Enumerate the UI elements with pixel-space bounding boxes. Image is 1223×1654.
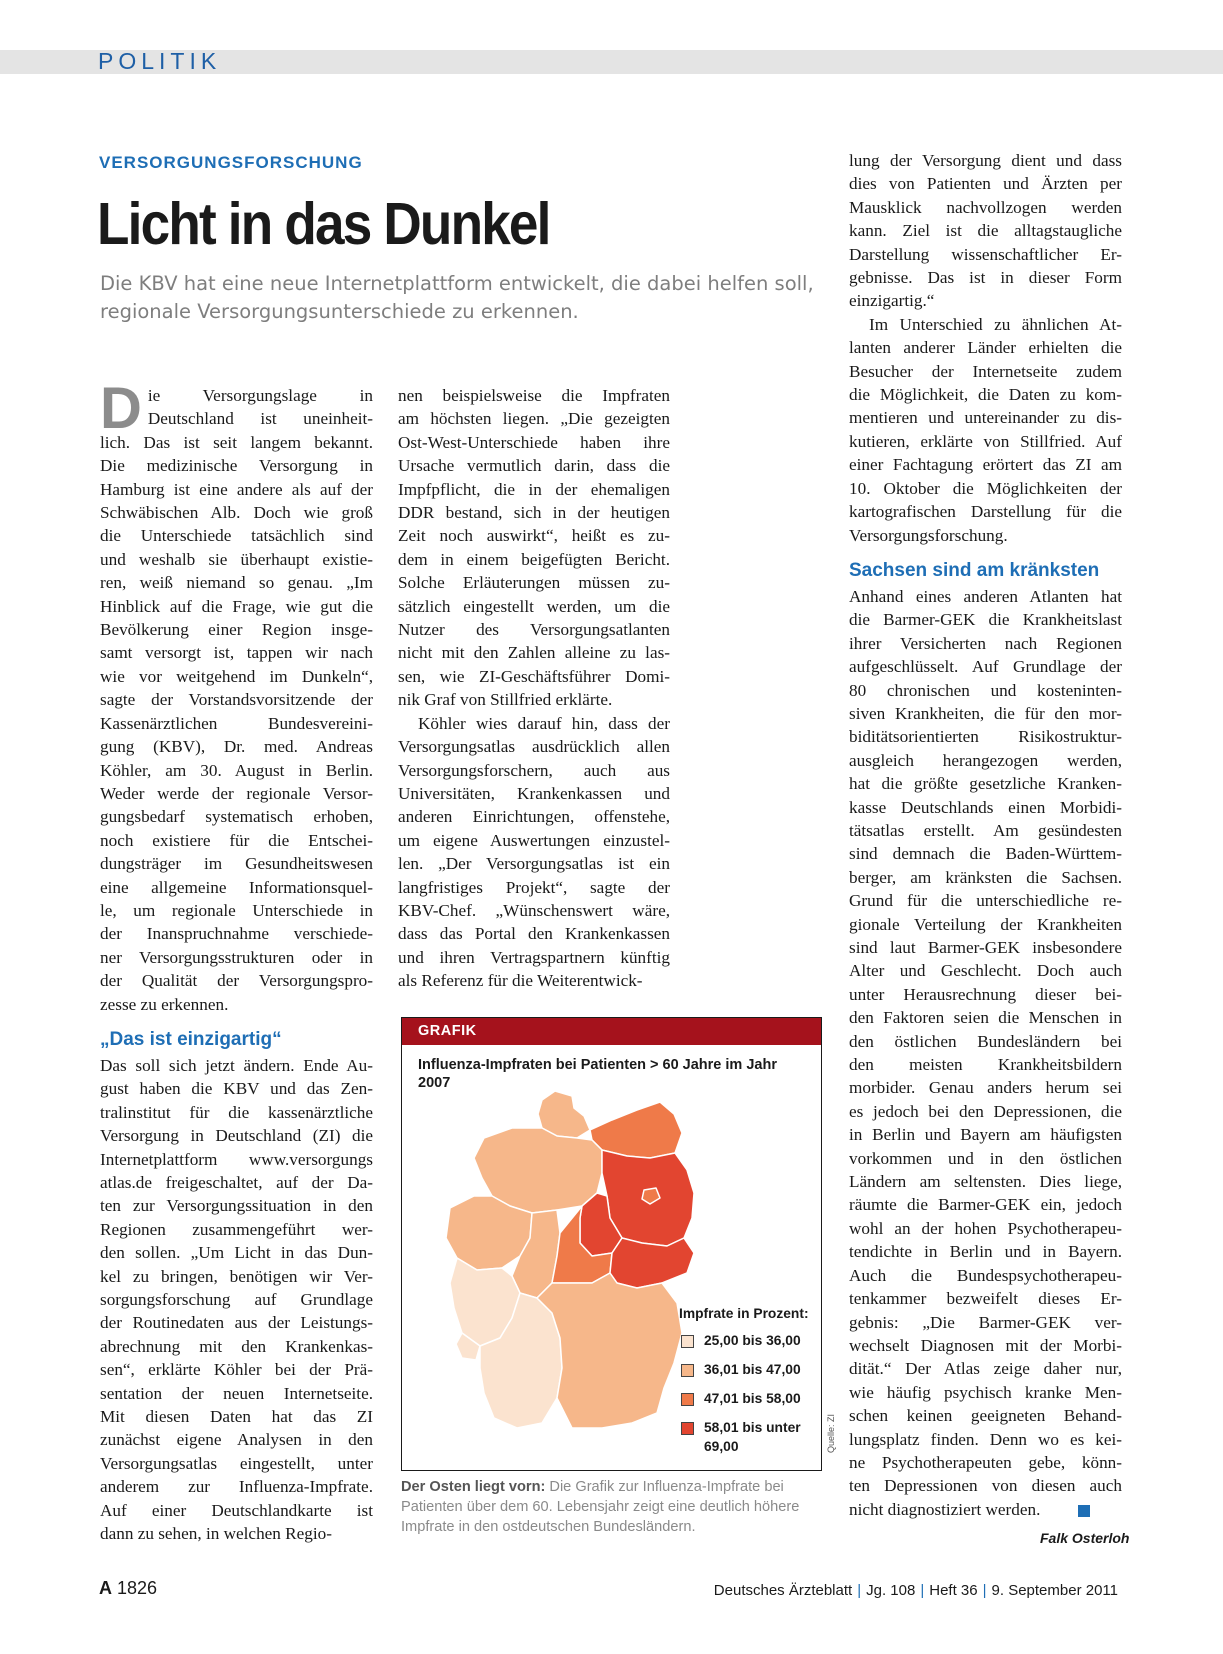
text-line: Universitäten, Krankenkassen und (398, 783, 670, 803)
text-line: Deutschland ist uneinheit- (147, 409, 373, 429)
text-line: nen beispielsweise die Impfraten (398, 386, 670, 405)
text-line: kel zu bringen, benötigen wir Ver- (100, 1266, 373, 1286)
column-3 (849, 149, 1122, 1521)
text-line: tendichte in Berlin und in Bayern. (849, 1242, 1122, 1262)
legend-label: 58,01 bis unter 69,00 (704, 1420, 801, 1454)
text-line: eine allgemeine Informationsquel- (100, 877, 373, 897)
text-line: einer Fachtagung erörtert das ZI am (849, 455, 1122, 475)
text-line: gebnis: „Die Barmer-GEK ver- (849, 1312, 1122, 1332)
legend-item (679, 1360, 814, 1379)
text-line: anderem zur Influenza-Impfrate. (100, 1477, 373, 1497)
text-line: Versorgungsatlas eingestellt, unter (100, 1453, 373, 1473)
text-line: atlas.de freigeschaltet, auf der Da- (100, 1173, 373, 1192)
col1-paragraph-1 (100, 376, 373, 1016)
text-line: dungsträger im Gesundheitswesen (100, 854, 373, 874)
legend-item (679, 1331, 814, 1350)
text-line: der Inanspruchnahme verschiede- (100, 924, 373, 944)
text-line: Schwäbischen Alb. Doch wie groß (100, 503, 373, 523)
text-line: le, um regionale Unterschiede in (100, 900, 373, 920)
subheading-einzigartig: „Das ist einzigartig“ (100, 1028, 282, 1050)
journal-date: 9. September 2011 (991, 1582, 1118, 1599)
text-line: Im Unterschied zu ähnlichen At- (869, 314, 1122, 334)
text-line: Nutzer des Versorgungsatlanten (398, 620, 670, 640)
text-line: Mit diesen Daten hat das ZI (100, 1407, 373, 1427)
text-line: aufgeschlüsselt. Auf Grundlage der (849, 657, 1122, 677)
text-line: ausgleich herangezogen werden, (849, 750, 1122, 770)
text-line: kasse Deutschlands einen Morbidi- (849, 797, 1122, 817)
text-line: Ursache vermutlich darin, dass die (398, 456, 670, 476)
text-line: Auf einer Deutschlandkarte ist (100, 1500, 373, 1520)
text-line: ren, weiß niemand so genau. „Im (100, 573, 373, 593)
text-line: Mausklick nachvollzogen werden (849, 197, 1122, 217)
text-line: Alter und Geschlecht. Doch auch (849, 961, 1122, 981)
article-headline: Licht in das Dunkel (97, 191, 550, 257)
text-line: Auch die Bundespsychotherapeu- (849, 1265, 1122, 1285)
text-line: Köhler, am 30. August in Berlin. (100, 760, 373, 780)
text-line: den sollen. „Um Licht in das Dun- (100, 1243, 373, 1263)
text-line: sagte der Vorstandsvorsitzende der (100, 690, 373, 710)
text-line: Köhler wies darauf hin, dass der (418, 713, 670, 733)
text-line: kann. Ziel ist die alltagstaugliche (849, 221, 1122, 241)
text-line: dann zu sehen, in welchen Regio- (100, 1524, 332, 1544)
text-line: und ihren Vertragspartnern künftig (398, 947, 670, 967)
text-line: ie Versorgungslage in (147, 386, 373, 405)
text-line: Darstellung wissenschaftlicher Er- (849, 244, 1122, 264)
text-line: es jedoch bei den Depressionen, die (849, 1101, 1122, 1121)
text-line: siven Krankheiten, die für den mor- (849, 703, 1122, 723)
legend-label: 47,01 bis 58,00 (704, 1391, 801, 1406)
text-line: Weder werde der regionale Versor- (100, 783, 373, 803)
text-line: lungsplatz finden. Denn wo es kei- (849, 1429, 1122, 1449)
col3-paragraph-2 (849, 313, 1122, 547)
text-line: 10. Oktober die Möglichkeiten der (849, 478, 1122, 498)
text-line: sind demnach die Baden-Württem- (849, 844, 1122, 864)
text-line: Versorgungsforschung. (849, 525, 1008, 545)
text-line: biditätsorientierten Risikostruktur- (849, 727, 1122, 747)
text-line: sentation der neuen Internetseite. (100, 1383, 373, 1403)
text-line: Solche Erläuterungen müssen zu- (398, 573, 670, 593)
text-line: die Unterschiede tatsächlich sind (100, 526, 373, 546)
text-line: lung der Versorgung dient und dass (849, 151, 1122, 170)
text-line: samt versorgt ist, tappen wir nach (100, 643, 373, 663)
column-1 (100, 376, 373, 1546)
text-line: lich. Das ist seit langem bekannt. (100, 432, 373, 452)
author: Falk Osterloh (1040, 1530, 1130, 1546)
text-line: sen, wie ZI-Geschäftsführer Domi- (398, 666, 670, 686)
text-line: wechselt Diagnosen mit der Morbi- (849, 1335, 1122, 1355)
text-line: sen“, erklärte Köhler bei der Prä- (100, 1360, 373, 1380)
text-line: den meisten Krankheitsbildern (849, 1055, 1122, 1075)
text-line: tralinstitut für die kassenärztliche (100, 1102, 373, 1122)
text-line: sind laut Barmer-GEK insbesondere (849, 938, 1122, 957)
legend-item (679, 1418, 814, 1456)
article-kicker: VERSORGUNGSFORSCHUNG (99, 153, 363, 172)
text-line: unter Herausrechnung dieser bei- (849, 984, 1122, 1004)
text-line: kutieren, erklärte von Stillfried. Auf (849, 431, 1122, 451)
text-line: Zeit noch auswirkt“, heißt es zu- (398, 526, 670, 546)
text-line: gust haben die KBV und das Zen- (100, 1079, 373, 1099)
text-line: nicht diagnostiziert werden. (849, 1498, 1122, 1521)
column-2 (398, 384, 670, 993)
page-number (99, 1578, 157, 1599)
text-line: nik Graf von Stillfried erklärte. (398, 690, 613, 710)
grafik-box (401, 1017, 822, 1471)
journal-issue: Heft 36 (929, 1582, 978, 1599)
text-line: Die medizinische Versorgung in (100, 456, 373, 476)
text-line: gungsbedarf systematisch erhoben, (100, 807, 373, 827)
text-line: Hinblick auf die Frage, wie gut die (100, 596, 373, 616)
legend-swatch (681, 1364, 694, 1377)
legend-label: 36,01 bis 47,00 (704, 1362, 801, 1377)
legend-swatch (681, 1393, 694, 1406)
text-line: räumte die Barmer-GEK ein, jedoch (849, 1195, 1122, 1215)
grafik-source: Quelle: ZI (826, 1413, 836, 1453)
text-line: gung (KBV), Dr. med. Andreas (100, 737, 373, 757)
text-line: Anhand eines anderen Atlanten hat (849, 586, 1122, 606)
text-line: Internetplattform www.versorgungs (100, 1149, 373, 1169)
text-line: Ländern am seltensten. Dies liege, (849, 1172, 1122, 1192)
text-line: Bevölkerung einer Region insge- (100, 620, 373, 640)
grafik-title: Influenza-Impfraten bei Patienten > 60 Jahre im Jahr 2007 (418, 1057, 777, 1091)
text-line: mentieren und untereinander zu dis- (849, 408, 1122, 428)
text-line: lanten anderer Länder erhielten die (849, 338, 1122, 358)
text-line: sorgungsforschung auf Grundlage (100, 1290, 373, 1310)
text-line: am höchsten liegen. „Die gezeigten (398, 409, 670, 429)
text-line: KBV-Chef. „Wünschenswert wäre, (398, 900, 670, 920)
text-line: berger, am kränksten die Sachsen. (849, 867, 1122, 887)
text-line: wohl an der hohen Psychotherapeu- (849, 1218, 1122, 1238)
text-line: Kassenärztlichen Bundesvereini- (100, 713, 373, 733)
text-line: ner Versorgungsstrukturen oder in (100, 947, 373, 967)
legend-swatch (681, 1335, 694, 1348)
legend-swatch (681, 1422, 694, 1435)
text-line: den Faktoren seien die Menschen in (849, 1008, 1122, 1028)
text-line: wie häufig psychisch kranke Men- (849, 1382, 1122, 1402)
text-line: DDR bestand, sich in der heutigen (398, 503, 670, 523)
text-line: ne Psychotherapeuten gebe, könn- (849, 1452, 1122, 1472)
text-line: sätzlich eingestellt werden, um die (398, 596, 670, 616)
text-line: die Möglichkeit, die Daten zu kom- (849, 385, 1122, 405)
journal-info: Deutsches Ärzteblatt | Jg. 108 | Heft 36 | 9. September 2011 (713, 1582, 1118, 1599)
text-line: len. „Der Versorgungsatlas ist ein (398, 854, 670, 874)
text-line: ihrer Versicherten nach Regionen (849, 633, 1122, 653)
dropcap: D (100, 376, 142, 441)
text-line: 80 chronischen und kosteninten- (849, 680, 1122, 700)
caption-bold: Der Osten liegt vorn: (401, 1479, 546, 1495)
text-line: langfristiges Projekt“, sagte der (398, 877, 670, 897)
text-line: den östlichen Bundesländern bei (849, 1031, 1122, 1051)
text-line: dität.“ Der Atlas zeige daher nur, (849, 1359, 1122, 1379)
text-line: Hamburg ist eine andere als auf der (100, 479, 373, 499)
text-line: Grund für die unterschiedliche re- (849, 891, 1122, 911)
text-line: gebnisse. Das ist in dieser Form (849, 268, 1122, 288)
text-line: und weshalb sie überhaupt existie- (100, 549, 373, 569)
text-line: kartografischen Darstellung für die (849, 502, 1122, 522)
text-line: Impfpflicht, die in der ehemaligen (398, 479, 670, 499)
text-line: dass das Portal den Krankenkassen (398, 924, 670, 944)
legend-label: 25,00 bis 36,00 (704, 1333, 801, 1348)
page-number-value: 1826 (117, 1578, 158, 1598)
section-label: POLITIK (98, 48, 222, 74)
page-prefix: A (99, 1578, 112, 1598)
text-line: Regionen zusammengeführt wer- (100, 1219, 373, 1239)
subheading-sachsen: Sachsen sind am kränksten (849, 559, 1100, 581)
text-line: schen keinen geeigneten Behand- (849, 1406, 1122, 1426)
text-line: dem in einem beigefügten Bericht. (398, 549, 670, 569)
text-line: hat die größte gesetzliche Kranken- (849, 774, 1122, 794)
text-line: anderen Einrichtungen, offenstehe, (398, 807, 670, 827)
text-line: die Barmer-GEK die Krankheitslast (849, 610, 1122, 630)
legend-title: Impfrate in Prozent: (679, 1306, 809, 1321)
text-line: tenkammer bezweifelt dieses Er- (849, 1289, 1122, 1309)
text-line: in Berlin und Bayern am häufigsten (849, 1125, 1122, 1145)
grafik-label: GRAFIK (402, 1018, 821, 1045)
text-line: Versorgung in Deutschland (ZI) die (100, 1126, 373, 1146)
text-line: morbider. Genau anders herum sei (849, 1078, 1122, 1098)
journal-name: Deutsches Ärzteblatt (713, 1582, 853, 1599)
map-region-mecklenburg-vorpommern (590, 1102, 682, 1158)
text-line: gionale Verteilung der Krankheiten (849, 914, 1122, 934)
map-legend (679, 1306, 814, 1466)
col2-paragraph-2 (398, 712, 670, 993)
text-line: einzigartig.“ (849, 291, 935, 311)
text-line: Besucher der Internetseite zudem (849, 361, 1122, 381)
text-line: Versorgungsforschern, auch aus (398, 760, 670, 780)
map-region-sachsen (610, 1238, 694, 1288)
text-line: der Qualität der Versorgungspro- (100, 971, 373, 991)
text-line: als Referenz für die Weiterentwick- (398, 971, 643, 991)
text-line: vorkommen und in den östlichen (849, 1148, 1122, 1168)
text-line: dies von Patienten und Ärzten per (849, 174, 1122, 194)
text-line: ten zur Versorgungssituation in den (100, 1196, 373, 1216)
text-line: wie vor weitgehend im Dunkeln“, (100, 666, 373, 686)
journal-volume: Jg. 108 (866, 1582, 916, 1599)
text-line: zesse zu erkennen. (100, 994, 229, 1014)
col2-paragraph-1 (398, 384, 670, 712)
caption-text: Die Grafik zur Influenza-Impfrate bei Patienten über dem 60. Lebensjahr zeigt eine deutlich höhere Impfrate in den ostdeutschen Bundesländern. (401, 1479, 800, 1535)
col3-paragraph-1 (849, 149, 1122, 313)
article-lead: Die KBV hat eine neue Internetplattform entwickelt, die dabei helfen soll, regionale Versorgungsunterschiede zu erkennen. (100, 272, 814, 323)
text-line: zunächst eigene Analysen in den (100, 1430, 373, 1450)
text-line: ten Depressionen von diesen auch (849, 1476, 1122, 1496)
text-line: der Routinedaten aus der Leistungs- (100, 1313, 373, 1333)
text-line: nicht mit den Zahlen alleine zu las- (398, 643, 670, 663)
text-line: Das soll sich jetzt ändern. Ende Au- (100, 1055, 373, 1075)
text-line: noch existiere für die Entschei- (100, 830, 373, 850)
end-mark-icon (1078, 1505, 1090, 1517)
legend-item (679, 1389, 814, 1408)
text-line: Ost-West-Unterschiede haben ihre (398, 432, 670, 452)
col1-paragraph-2 (100, 1054, 373, 1546)
text-line: Versorgungsatlas ausdrücklich allen (398, 737, 670, 757)
text-line: um eigene Auswertungen einzustel- (398, 830, 670, 850)
text-line: tätsatlas erstellt. Am gesündesten (849, 820, 1122, 840)
col3-paragraph-3 (849, 585, 1122, 1521)
grafik-caption (401, 1477, 821, 1537)
text-line: abrechnung mit den Krankenkas- (100, 1336, 373, 1356)
